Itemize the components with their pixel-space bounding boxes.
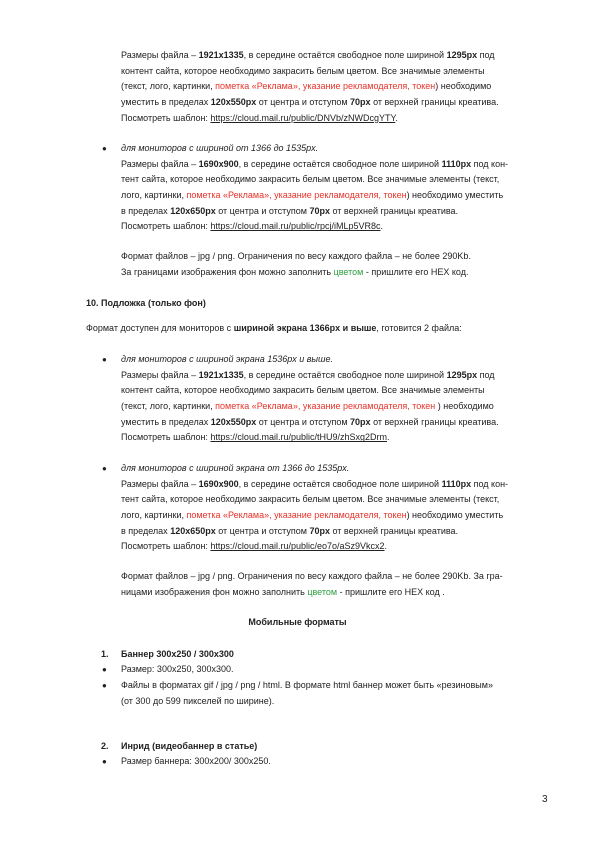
item-title: Баннер 300x250 / 300x300 [121, 649, 234, 659]
red-note: пометка «Реклама», указание рекламодателя, токен [215, 401, 436, 412]
spec-line: контент сайта, которое необходимо закрасить белым цветом. Все значимые элементы [121, 385, 485, 396]
text: Посмотреть шаблон: [121, 221, 211, 232]
format-line: Формат файлов – jpg / png. Ограничения по весу каждого файла – не более 290Kb. За гра- [121, 571, 503, 581]
item-title: Инрид (видеобаннер в статье) [121, 741, 258, 751]
file-size: 1921x1335 [198, 369, 244, 380]
text: За границами изображения фон можно заполнить [121, 266, 334, 277]
item-detail: Файлы в форматах gif / jpg / png / html. В формате html баннер может быть «резиновым» [121, 680, 493, 690]
text: от центра и отступом [256, 416, 351, 427]
spec-line [121, 95, 553, 111]
spec-line [121, 524, 553, 540]
text: , в середине остаётся свободное поле шириной [243, 50, 447, 60]
text: ) необходимо [435, 81, 492, 92]
mobile-item-inread [101, 739, 553, 755]
text: Посмотреть шаблон: [121, 541, 211, 552]
red-note: пометка «Реклама», указание рекламодателя, токен [215, 81, 436, 92]
template-link[interactable]: https://cloud.mail.ru/public/eo7o/aSz9Vkcx2 [210, 541, 385, 552]
template-link[interactable]: https://cloud.mail.ru/public/DNVb/zNWDcgYTY [210, 112, 396, 123]
format-line [121, 585, 553, 601]
text: Формат доступен для мониторов с [86, 323, 234, 333]
field-width: 1110px [441, 158, 472, 169]
text: под [477, 369, 495, 380]
spec-line [121, 219, 553, 235]
area-size: 120x550px [210, 97, 257, 108]
text: ) необходимо уместить [406, 510, 504, 521]
monitor-range: для мониторов с шириной экрана 1536px и выше. [121, 354, 334, 364]
spec-line [121, 415, 553, 431]
text: Посмотреть шаблон: [121, 432, 211, 443]
spec-line [121, 188, 553, 204]
spec-line: тент сайта, которое необходимо закрасить белым цветом. Все значимые элементы (текст, [121, 494, 500, 505]
format-note [121, 249, 553, 280]
text: в пределах [121, 205, 171, 216]
spec-line [121, 430, 553, 446]
offset: 70px [350, 97, 371, 108]
text: в пределах [121, 525, 171, 536]
text: (текст, лого, картинки, [121, 81, 216, 92]
text: от верхней границы креатива. [370, 416, 499, 427]
text: ) необходимо уместить [406, 190, 504, 201]
bullet-title [121, 461, 553, 477]
green-word: цветом [307, 586, 338, 597]
text: , в середине остаётся свободное поле шириной [238, 158, 442, 169]
section-heading [86, 296, 518, 312]
spec-block-1366 [102, 141, 553, 235]
spec-block-1536 [102, 352, 553, 446]
monitor-range: для мониторов с шириной экрана от 1366 до 1535px. [121, 463, 350, 473]
text: , готовится 2 файла: [376, 323, 462, 333]
template-link[interactable]: https://cloud.mail.ru/public/tHU9/zhSxg2Drm [210, 432, 387, 443]
spec-line [121, 111, 553, 127]
mobile-item-banner-size [102, 662, 553, 678]
item-number: 2. [101, 741, 109, 751]
text: от центра и отступом [215, 205, 310, 216]
format-line: Формат файлов – jpg / png. Ограничения по весу каждого файла – не более 290Kb. [121, 251, 471, 261]
spec-block-1536-top [121, 48, 553, 126]
text: - пришлите его HEX код. [363, 266, 469, 277]
text: лого, картинки, [121, 510, 187, 521]
text: . [395, 112, 398, 123]
text: лого, картинки, [121, 190, 187, 201]
bullet-title [121, 352, 553, 368]
text: Размеры файла – [121, 158, 199, 169]
intro-line [86, 321, 556, 337]
text: от центра и отступом [215, 525, 310, 536]
monitor-range: для мониторов с шириной от 1366 до 1535px. [121, 143, 319, 153]
field-width: 1295px [446, 369, 478, 380]
text: Размеры файла – [121, 478, 199, 489]
item-number: 1. [101, 649, 109, 659]
item-detail: Размер баннера: 300x200/ 300x250. [121, 756, 271, 766]
template-link[interactable]: https://cloud.mail.ru/public/rpcj/iMLp5VR8c [210, 221, 381, 232]
bullet-icon: ● [102, 681, 107, 690]
spec-line: тент сайта, которое необходимо закрасить белым цветом. Все значимые элементы (текст, [121, 174, 500, 185]
text: от верхней границы креатива. [330, 205, 459, 216]
spec-line [121, 399, 553, 415]
format-note-bg [121, 569, 553, 600]
text: (текст, лого, картинки, [121, 401, 216, 412]
bullet-icon: ● [102, 757, 107, 766]
section-title: 10. Подложка (только фон) [86, 298, 206, 308]
spec-line [121, 368, 553, 384]
text: от верхней границы креатива. [330, 525, 459, 536]
text: , в середине остаётся свободное поле шириной [238, 478, 442, 489]
area-size: 120x650px [170, 205, 216, 216]
section-intro [86, 321, 556, 337]
text: ) необходимо [435, 401, 494, 412]
text: под [477, 50, 495, 60]
text: уместить в пределах [121, 97, 211, 108]
page-number: 3 [542, 794, 548, 805]
bullet-icon: ● [102, 665, 107, 674]
spec-line [121, 204, 553, 220]
bullet-icon: ● [102, 355, 107, 364]
spec-line: контент сайта, которое необходимо закрасить белым цветом. Все значимые элементы [121, 65, 485, 76]
offset: 70px [309, 525, 330, 536]
screen-width: шириной экрана 1366px и выше [233, 323, 377, 333]
text: ницами изображения фон можно заполнить [121, 586, 308, 597]
spec-line [121, 157, 553, 173]
red-note: пометка «Реклама», указание рекламодателя, токен [186, 190, 407, 201]
bullet-title [121, 141, 553, 157]
text: от центра и отступом [256, 97, 351, 108]
bullet-icon: ● [102, 464, 107, 473]
item-detail: Размер: 300x250, 300x300. [121, 664, 234, 674]
text: Размеры файла – [121, 50, 199, 60]
mobile-item-banner [101, 647, 553, 663]
green-word: цветом [333, 266, 364, 277]
bullet-icon: ● [102, 144, 107, 153]
field-width: 1110px [441, 478, 472, 489]
text: под кон- [471, 478, 509, 489]
offset: 70px [350, 416, 371, 427]
spec-line [121, 508, 553, 524]
item-detail: (от 300 до 599 пикселей по ширине). [121, 695, 275, 706]
text: - пришлите его HEX код . [337, 586, 445, 597]
field-width: 1295px [446, 50, 478, 60]
offset: 70px [309, 205, 330, 216]
text: . [380, 221, 384, 232]
spec-line [121, 79, 553, 95]
text: уместить в пределах [121, 416, 211, 427]
spec-line [121, 477, 553, 493]
mobile-item-banner-formats [102, 678, 553, 709]
spec-line [121, 539, 553, 555]
text: от верхней границы креатива. [370, 97, 499, 108]
area-size: 120x550px [210, 416, 257, 427]
text: Посмотреть шаблон: [121, 112, 211, 123]
file-size: 1921x1335 [198, 50, 244, 60]
text: под кон- [471, 158, 509, 169]
text: . [384, 541, 388, 552]
file-size: 1690x900 [198, 478, 239, 489]
spec-line [121, 48, 553, 64]
text: , в середине остаётся свободное поле шириной [243, 369, 447, 380]
red-note: пометка «Реклама», указание рекламодателя, токен [186, 510, 407, 521]
area-size: 120x650px [170, 525, 216, 536]
format-line [121, 265, 553, 281]
text: . [387, 432, 390, 443]
text: Размеры файла – [121, 369, 199, 380]
mobile-heading: Мобильные форматы [248, 617, 347, 627]
file-size: 1690x900 [198, 158, 239, 169]
spec-block-1366-bg [102, 461, 553, 555]
mobile-item-inread-size [102, 754, 553, 770]
